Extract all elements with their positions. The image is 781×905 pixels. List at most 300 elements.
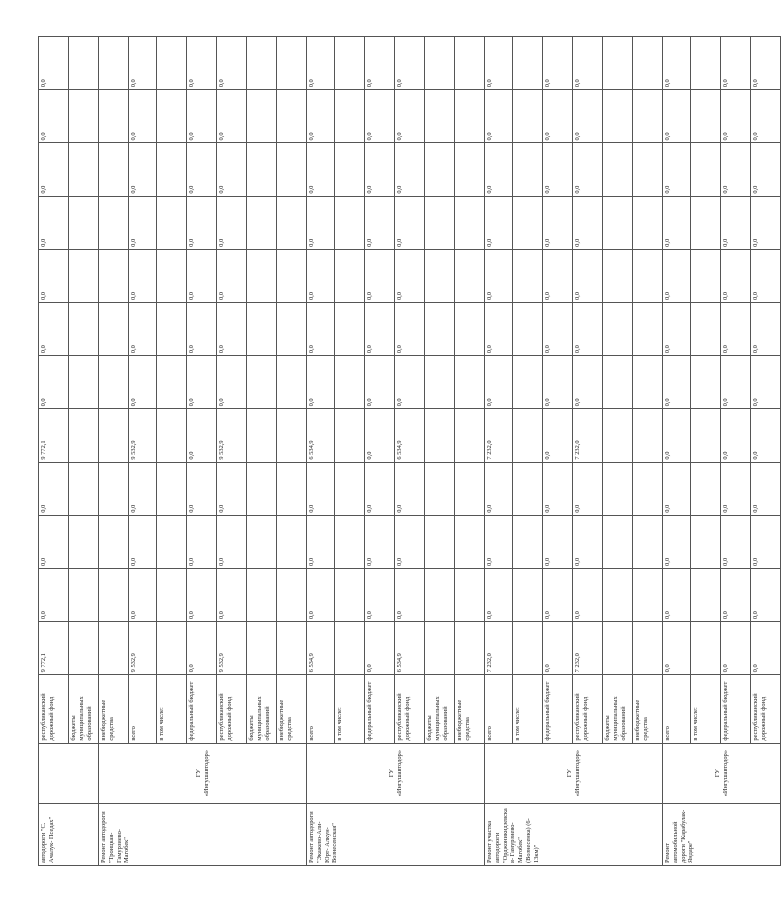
value-cell: 0,0 <box>751 303 781 356</box>
value-cell <box>603 37 633 90</box>
value-cell: 0,0 <box>543 303 573 356</box>
value-cell <box>335 143 365 196</box>
value-cell: 0,0 <box>573 515 603 568</box>
value-cell: 0,0 <box>39 196 69 249</box>
value-cell: 0,0 <box>365 356 395 409</box>
value-cell: 0,0 <box>39 143 69 196</box>
value-cell <box>277 462 307 515</box>
value-cell: 0,0 <box>187 356 217 409</box>
table-row <box>69 37 99 866</box>
value-cell <box>691 249 721 302</box>
value-cell <box>277 622 307 675</box>
value-cell <box>455 143 485 196</box>
value-cell <box>99 356 129 409</box>
value-cell: 0,0 <box>573 90 603 143</box>
value-cell <box>157 568 187 621</box>
executor-cell: ГУ «Ингушавтодор» <box>485 743 663 803</box>
value-cell: 0,0 <box>129 90 157 143</box>
value-cell <box>455 90 485 143</box>
value-cell <box>157 622 187 675</box>
value-cell: 0,0 <box>485 196 513 249</box>
value-cell: 0,0 <box>721 90 751 143</box>
value-cell <box>277 37 307 90</box>
value-cell: 0,0 <box>485 303 513 356</box>
table-row <box>721 37 751 866</box>
value-cell: 0,0 <box>307 249 335 302</box>
value-cell: 0,0 <box>39 303 69 356</box>
value-cell <box>425 515 455 568</box>
value-cell: 6 534,9 <box>307 409 335 462</box>
value-cell: 9 772,1 <box>39 622 69 675</box>
value-cell: 0,0 <box>485 143 513 196</box>
value-cell: 0,0 <box>187 409 217 462</box>
value-cell: 0,0 <box>543 515 573 568</box>
value-cell <box>247 409 277 462</box>
value-cell: 0,0 <box>663 196 691 249</box>
value-cell <box>455 515 485 568</box>
value-cell <box>691 196 721 249</box>
value-cell: 0,0 <box>543 37 573 90</box>
funding-source-cell: бюджеты муниципальных образований <box>69 675 99 743</box>
value-cell <box>425 196 455 249</box>
value-cell: 9 532,9 <box>129 622 157 675</box>
value-cell <box>277 409 307 462</box>
value-cell <box>157 196 187 249</box>
value-cell: 0,0 <box>39 515 69 568</box>
value-cell: 0,0 <box>365 622 395 675</box>
value-cell: 0,0 <box>39 249 69 302</box>
value-cell: 0,0 <box>663 515 691 568</box>
value-cell <box>633 37 663 90</box>
value-cell: 0,0 <box>721 196 751 249</box>
value-cell <box>247 196 277 249</box>
value-cell <box>99 303 129 356</box>
value-cell <box>157 143 187 196</box>
value-cell: 0,0 <box>307 356 335 409</box>
value-cell <box>633 568 663 621</box>
value-cell <box>691 143 721 196</box>
value-cell: 0,0 <box>721 622 751 675</box>
value-cell: 0,0 <box>543 409 573 462</box>
value-cell <box>157 462 187 515</box>
value-cell <box>157 90 187 143</box>
table-row <box>335 37 365 866</box>
value-cell: 0,0 <box>721 409 751 462</box>
value-cell <box>277 568 307 621</box>
value-cell <box>513 409 543 462</box>
value-cell: 0,0 <box>663 356 691 409</box>
value-cell <box>691 356 721 409</box>
value-cell: 0,0 <box>187 303 217 356</box>
value-cell <box>69 196 99 249</box>
funding-source-cell: федеральный бюджет <box>187 675 217 743</box>
value-cell <box>455 37 485 90</box>
value-cell: 0,0 <box>395 462 425 515</box>
value-cell <box>99 622 129 675</box>
value-cell <box>691 37 721 90</box>
funding-source-cell: федеральный бюджет <box>721 675 751 743</box>
rotated-page <box>38 36 767 866</box>
value-cell <box>99 143 129 196</box>
value-cell <box>691 568 721 621</box>
value-cell: 0,0 <box>485 568 513 621</box>
value-cell <box>99 196 129 249</box>
value-cell: 9 532,9 <box>217 622 247 675</box>
value-cell <box>425 90 455 143</box>
value-cell <box>69 622 99 675</box>
value-cell <box>157 249 187 302</box>
value-cell <box>247 37 277 90</box>
value-cell: 0,0 <box>721 143 751 196</box>
value-cell <box>633 409 663 462</box>
value-cell: 0,0 <box>187 568 217 621</box>
value-cell: 0,0 <box>365 462 395 515</box>
value-cell: 0,0 <box>307 143 335 196</box>
value-cell: 0,0 <box>721 515 751 568</box>
value-cell: 0,0 <box>187 622 217 675</box>
value-cell <box>691 90 721 143</box>
executor-cell <box>39 743 99 803</box>
value-cell <box>99 568 129 621</box>
value-cell <box>513 568 543 621</box>
value-cell: 0,0 <box>307 568 335 621</box>
value-cell: 0,0 <box>573 196 603 249</box>
value-cell: 9 532,9 <box>217 409 247 462</box>
value-cell <box>335 462 365 515</box>
value-cell: 0,0 <box>395 515 425 568</box>
value-cell <box>69 515 99 568</box>
value-cell <box>603 143 633 196</box>
object-name-cell: Ремонт автодороги "Экажево-Али- Юрт- Алкун- Вознесенская" <box>307 803 485 865</box>
table-row <box>39 37 69 866</box>
table-row <box>603 37 633 866</box>
value-cell: 0,0 <box>543 356 573 409</box>
value-cell <box>99 409 129 462</box>
value-cell: 0,0 <box>365 37 395 90</box>
value-cell: 6 534,9 <box>395 622 425 675</box>
value-cell <box>603 90 633 143</box>
value-cell <box>455 409 485 462</box>
value-cell: 0,0 <box>365 196 395 249</box>
value-cell: 0,0 <box>217 303 247 356</box>
value-cell <box>157 409 187 462</box>
value-cell <box>99 37 129 90</box>
value-cell <box>513 90 543 143</box>
table-row <box>395 37 425 866</box>
value-cell <box>633 356 663 409</box>
table-row <box>307 37 335 866</box>
funding-source-cell: всего <box>129 675 157 743</box>
value-cell: 0,0 <box>129 356 157 409</box>
value-cell <box>425 356 455 409</box>
value-cell <box>335 249 365 302</box>
object-name-cell: Ремонт участка автодороги "Орджоникидзевская- Гамурзиево- Магобек"(Вознесенка) (6-13км)" <box>485 803 663 865</box>
value-cell: 0,0 <box>217 37 247 90</box>
funding-source-cell: в том числе: <box>335 675 365 743</box>
value-cell: 0,0 <box>187 37 217 90</box>
value-cell: 0,0 <box>663 568 691 621</box>
value-cell <box>691 303 721 356</box>
value-cell: 0,0 <box>365 90 395 143</box>
value-cell: 0,0 <box>307 303 335 356</box>
funding-source-cell: всего <box>663 675 691 743</box>
value-cell: 0,0 <box>751 515 781 568</box>
value-cell: 0,0 <box>365 568 395 621</box>
value-cell <box>513 356 543 409</box>
executor-cell: ГУ «Ингушавтодор» <box>663 743 781 803</box>
table-row <box>543 37 573 866</box>
value-cell: 0,0 <box>395 303 425 356</box>
value-cell <box>691 462 721 515</box>
value-cell <box>335 303 365 356</box>
value-cell <box>277 90 307 143</box>
funding-source-cell: внебюджетные средства <box>455 675 485 743</box>
funding-source-cell: в том числе: <box>513 675 543 743</box>
value-cell: 0,0 <box>187 462 217 515</box>
value-cell <box>603 303 633 356</box>
value-cell <box>425 462 455 515</box>
funding-source-cell: бюджеты муниципальных образований <box>603 675 633 743</box>
value-cell <box>247 515 277 568</box>
value-cell: 0,0 <box>573 143 603 196</box>
value-cell: 0,0 <box>543 196 573 249</box>
value-cell <box>425 409 455 462</box>
value-cell: 0,0 <box>485 90 513 143</box>
value-cell <box>633 462 663 515</box>
value-cell <box>247 462 277 515</box>
value-cell: 0,0 <box>543 622 573 675</box>
funding-source-cell: федеральный бюджет <box>543 675 573 743</box>
value-cell: 9 532,9 <box>129 409 157 462</box>
value-cell <box>603 568 633 621</box>
value-cell <box>633 143 663 196</box>
value-cell: 0,0 <box>663 303 691 356</box>
value-cell <box>99 515 129 568</box>
value-cell: 0,0 <box>721 568 751 621</box>
value-cell: 0,0 <box>307 90 335 143</box>
table-row <box>217 37 247 866</box>
value-cell <box>455 356 485 409</box>
value-cell: 0,0 <box>217 515 247 568</box>
value-cell <box>157 37 187 90</box>
table-row <box>663 37 691 866</box>
value-cell <box>99 90 129 143</box>
value-cell: 0,0 <box>365 143 395 196</box>
value-cell <box>247 622 277 675</box>
value-cell <box>633 196 663 249</box>
value-cell <box>247 568 277 621</box>
value-cell <box>277 303 307 356</box>
value-cell: 9 772,1 <box>39 409 69 462</box>
value-cell: 0,0 <box>129 196 157 249</box>
value-cell: 0,0 <box>485 356 513 409</box>
value-cell: 0,0 <box>365 515 395 568</box>
funding-source-cell: всего <box>485 675 513 743</box>
value-cell <box>633 622 663 675</box>
value-cell <box>277 143 307 196</box>
value-cell <box>455 303 485 356</box>
value-cell <box>335 90 365 143</box>
value-cell: 0,0 <box>573 303 603 356</box>
value-cell: 0,0 <box>39 37 69 90</box>
value-cell: 0,0 <box>217 356 247 409</box>
funding-source-cell: внебюджетные средства <box>277 675 307 743</box>
value-cell <box>603 462 633 515</box>
value-cell: 0,0 <box>217 462 247 515</box>
funding-source-cell: в том числе: <box>691 675 721 743</box>
value-cell: 0,0 <box>307 515 335 568</box>
value-cell: 0,0 <box>751 143 781 196</box>
value-cell <box>157 303 187 356</box>
table-row <box>157 37 187 866</box>
value-cell: 0,0 <box>129 37 157 90</box>
value-cell <box>425 37 455 90</box>
table-row <box>277 37 307 866</box>
value-cell <box>277 249 307 302</box>
value-cell: 0,0 <box>217 143 247 196</box>
table-row <box>691 37 721 866</box>
value-cell: 7 232,0 <box>573 622 603 675</box>
value-cell <box>157 515 187 568</box>
value-cell <box>513 462 543 515</box>
value-cell: 0,0 <box>751 196 781 249</box>
value-cell: 0,0 <box>307 37 335 90</box>
value-cell <box>633 303 663 356</box>
funding-source-cell: в том числе: <box>157 675 187 743</box>
value-cell <box>691 515 721 568</box>
value-cell: 0,0 <box>485 515 513 568</box>
value-cell <box>247 303 277 356</box>
value-cell <box>455 249 485 302</box>
value-cell <box>247 90 277 143</box>
value-cell: 0,0 <box>573 37 603 90</box>
value-cell: 0,0 <box>751 356 781 409</box>
table-row <box>455 37 485 866</box>
value-cell <box>247 143 277 196</box>
value-cell <box>513 196 543 249</box>
value-cell: 0,0 <box>573 249 603 302</box>
value-cell: 0,0 <box>663 90 691 143</box>
value-cell: 0,0 <box>395 196 425 249</box>
value-cell <box>603 356 633 409</box>
value-cell <box>335 568 365 621</box>
value-cell: 6 534,9 <box>307 622 335 675</box>
executor-cell: ГУ «Ингушавтодор» <box>99 743 307 803</box>
value-cell: 7 232,0 <box>485 622 513 675</box>
value-cell: 0,0 <box>129 303 157 356</box>
value-cell <box>455 196 485 249</box>
value-cell <box>335 409 365 462</box>
value-cell: 6 534,9 <box>395 409 425 462</box>
value-cell: 7 232,0 <box>485 409 513 462</box>
object-name-cell: Ремонт автомобильной дороги "Карабулак- Яндаре" <box>663 803 781 865</box>
value-cell <box>425 568 455 621</box>
value-cell <box>691 409 721 462</box>
funding-source-cell: республиканский дорожный фонд <box>395 675 425 743</box>
value-cell: 0,0 <box>751 462 781 515</box>
value-cell <box>603 622 633 675</box>
value-cell: 0,0 <box>751 90 781 143</box>
value-cell <box>277 356 307 409</box>
value-cell <box>69 303 99 356</box>
table-row <box>129 37 157 866</box>
value-cell <box>277 515 307 568</box>
value-cell: 0,0 <box>187 515 217 568</box>
value-cell: 0,0 <box>721 462 751 515</box>
value-cell <box>335 515 365 568</box>
value-cell: 0,0 <box>307 462 335 515</box>
value-cell <box>335 622 365 675</box>
value-cell: 0,0 <box>485 37 513 90</box>
value-cell: 0,0 <box>39 568 69 621</box>
funding-source-cell: бюджеты муниципальных образований <box>247 675 277 743</box>
value-cell <box>633 90 663 143</box>
funding-source-cell: республиканский дорожный фонд <box>751 675 781 743</box>
value-cell <box>69 249 99 302</box>
value-cell <box>425 622 455 675</box>
value-cell: 0,0 <box>721 37 751 90</box>
value-cell: 0,0 <box>663 622 691 675</box>
value-cell: 0,0 <box>751 37 781 90</box>
table-row <box>513 37 543 866</box>
value-cell <box>335 356 365 409</box>
value-cell: 0,0 <box>39 462 69 515</box>
value-cell: 0,0 <box>307 196 335 249</box>
value-cell: 0,0 <box>395 143 425 196</box>
value-cell <box>335 196 365 249</box>
table-row <box>485 37 513 866</box>
value-cell: 0,0 <box>573 568 603 621</box>
value-cell: 0,0 <box>129 143 157 196</box>
value-cell <box>69 409 99 462</box>
value-cell <box>277 196 307 249</box>
value-cell <box>603 515 633 568</box>
value-cell <box>513 37 543 90</box>
funding-source-cell: республиканский дорожный фонд <box>573 675 603 743</box>
table-row <box>365 37 395 866</box>
funding-source-cell: республиканский дорожный фонд <box>39 675 69 743</box>
value-cell: 0,0 <box>39 90 69 143</box>
table-row <box>751 37 781 866</box>
value-cell <box>425 143 455 196</box>
value-cell: 0,0 <box>187 143 217 196</box>
value-cell: 0,0 <box>543 568 573 621</box>
value-cell: 0,0 <box>395 90 425 143</box>
table-row <box>633 37 663 866</box>
value-cell <box>69 356 99 409</box>
value-cell: 0,0 <box>217 568 247 621</box>
value-cell <box>691 622 721 675</box>
value-cell: 0,0 <box>217 196 247 249</box>
value-cell <box>513 143 543 196</box>
value-cell: 0,0 <box>721 356 751 409</box>
value-cell: 0,0 <box>365 409 395 462</box>
value-cell: 0,0 <box>543 143 573 196</box>
value-cell: 0,0 <box>217 90 247 143</box>
value-cell: 0,0 <box>751 622 781 675</box>
value-cell <box>99 462 129 515</box>
value-cell <box>455 568 485 621</box>
value-cell: 0,0 <box>573 462 603 515</box>
value-cell <box>69 143 99 196</box>
value-cell <box>513 303 543 356</box>
value-cell <box>335 37 365 90</box>
value-cell: 0,0 <box>187 249 217 302</box>
value-cell: 7 232,0 <box>573 409 603 462</box>
funding-source-cell: внебюджетные средства <box>633 675 663 743</box>
value-cell <box>513 515 543 568</box>
budget-table <box>38 36 781 866</box>
